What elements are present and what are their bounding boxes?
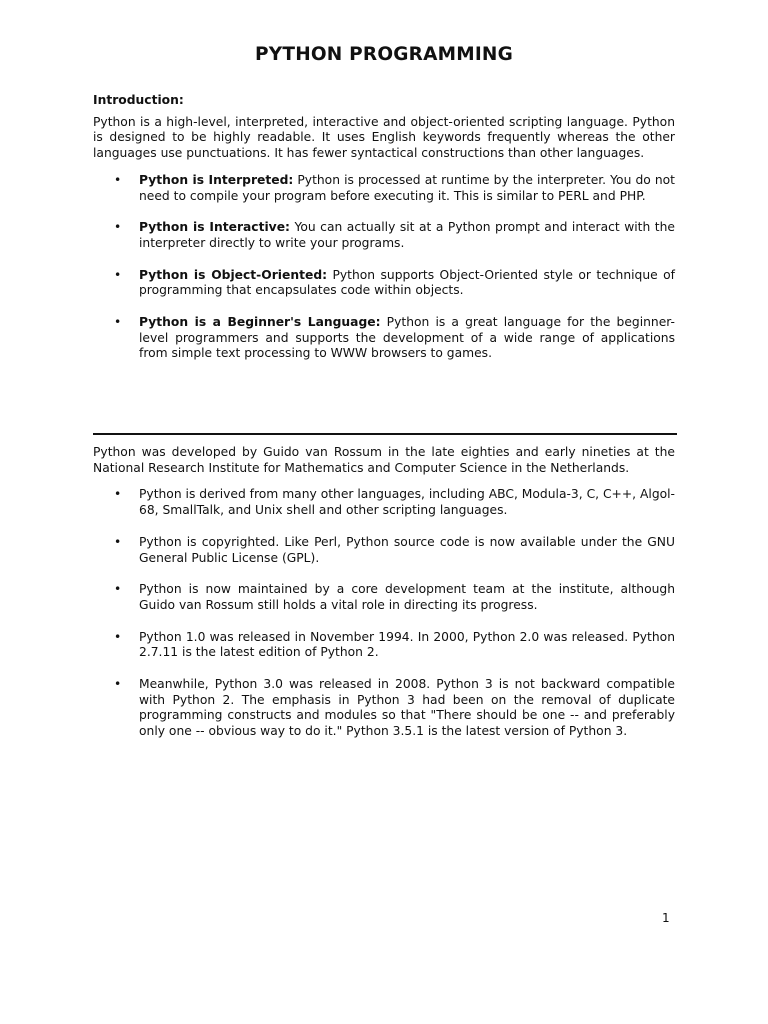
list-item: [93, 582, 675, 613]
intro-heading: Introduction:: [93, 93, 184, 107]
bullet-icon: •: [114, 220, 122, 235]
list-item: [93, 535, 675, 566]
feature-list: [93, 173, 675, 362]
history-paragraph: Python was developed by Guido van Rossum in the late eighties and early nineties at the National Research Institute for Mathematics and Computer Science in the Netherlands.: [93, 445, 675, 475]
page-title: PYTHON PROGRAMMING: [255, 44, 513, 65]
page-number: 1: [662, 911, 670, 925]
bullet-icon: •: [114, 534, 122, 549]
list-item: [93, 630, 675, 661]
list-item-text: Python is copyrighted. Like Perl, Python source code is now available under the GNU General Public License (GPL).: [139, 534, 675, 565]
list-item: [93, 173, 675, 204]
bullet-icon: •: [114, 172, 122, 187]
history-list: [93, 487, 675, 739]
list-item-text: Python 1.0 was released in November 1994. In 2000, Python 2.0 was released. Python 2.7.11 is the latest edition of Python 2.: [139, 629, 675, 660]
bullet-icon: •: [114, 267, 122, 282]
history-section: [93, 445, 675, 740]
bullet-icon: •: [114, 677, 122, 692]
list-item-text: Python supports Object-Oriented style or technique of programming that encapsulates code within objects.: [139, 267, 675, 298]
list-item: [93, 315, 675, 362]
list-item: [93, 677, 675, 740]
bullet-icon: •: [114, 487, 122, 502]
intro-paragraph: Python is a high-level, interpreted, interactive and object-oriented scripting language. Python is designed to be highly readable. It uses English keywords frequently whereas the other languages use punctuations. It has fewer syntactical constructions than other languages.: [93, 114, 675, 161]
list-item-text: Python is now maintained by a core development team at the institute, although Guido van Rossum still holds a vital role in directing its progress.: [139, 582, 675, 612]
list-item-text: Python is processed at runtime by the interpreter. You do not need to compile your program before executing it. This is similar to PERL and PHP.: [139, 172, 675, 203]
list-item-lead: Python is Interactive:: [139, 220, 290, 235]
list-item-lead: Python is a Beginner's Language:: [139, 315, 381, 330]
list-item-text: You can actually sit at a Python prompt and interact with the interpreter directly to write your programs.: [139, 220, 675, 250]
horizontal-divider: [93, 433, 677, 435]
list-item-text: Python is a great language for the beginner-level programmers and supports the development of a wide range of applications from simple text processing to WWW browsers to games.: [139, 315, 675, 361]
list-item: [93, 220, 675, 251]
list-item-text: Meanwhile, Python 3.0 was released in 2008. Python 3 is not backward compatible with Python 2. The emphasis in Python 3 had been on the removal of duplicate programming constructs and modules so that "There should be one -- and preferably only one -- obvious way to do it." Python 3.5.1 is the latest version of Python 3.: [139, 677, 675, 739]
list-item: [93, 268, 675, 299]
intro-section: [93, 93, 675, 362]
list-item: [93, 487, 675, 518]
list-item-text: Python is derived from many other languages, including ABC, Modula-3, C, C++, Algol-68, SmallTalk, and Unix shell and other scripting languages.: [139, 487, 675, 518]
list-item-lead: Python is Interpreted:: [139, 172, 294, 187]
bullet-icon: •: [114, 582, 122, 597]
list-item-lead: Python is Object-Oriented:: [139, 267, 328, 282]
bullet-icon: •: [114, 315, 122, 330]
bullet-icon: •: [114, 629, 122, 644]
